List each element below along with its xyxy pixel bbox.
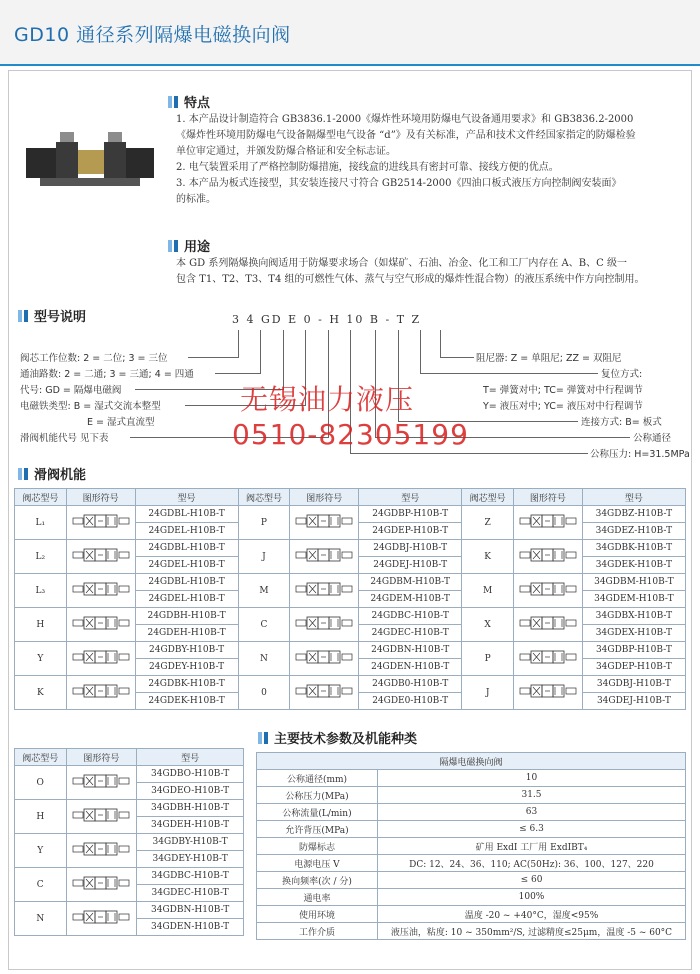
spool-code-cell: M (238, 574, 290, 608)
params-row (257, 889, 686, 906)
spool-symbol-cell (290, 676, 359, 710)
param-value-cell: ≤ 6.3 (378, 821, 686, 838)
valve-symbol-icon (70, 841, 132, 857)
params-row (257, 821, 686, 838)
spool-code-cell: K (462, 540, 514, 574)
spool-code-cell: P (462, 642, 514, 676)
table-row (15, 766, 244, 783)
usage-heading: 用途 (168, 236, 210, 255)
valve-symbol-icon (70, 683, 132, 699)
params-table-title: 隔爆电磁换向阀 (257, 753, 686, 770)
spool-code-cell: L₃ (15, 574, 67, 608)
spool-model-cell: 24GDEY-H10B-T (135, 659, 238, 676)
spool-code-cell: H (15, 800, 67, 834)
valve-symbol-icon (517, 513, 579, 529)
spool-model-cell: 34GDEP-H10B-T (582, 659, 685, 676)
spool-code-cell: L₂ (15, 540, 67, 574)
spool-symbol-cell (66, 800, 137, 834)
params-row (257, 923, 686, 940)
params-row (257, 838, 686, 855)
spool-code-cell: C (15, 868, 67, 902)
spool-symbol-cell (66, 902, 137, 936)
spool-model-cell: 24GDBJ-H10B-T (359, 540, 462, 557)
spool-symbol-cell (290, 574, 359, 608)
params-row (257, 906, 686, 923)
spool-model-cell: 34GDBO-H10B-T (137, 766, 244, 783)
param-value-cell: 温度 -20 ~ +40°C，湿度<95% (378, 906, 686, 923)
spool-symbol-cell (66, 868, 137, 902)
spool-code-cell: C (238, 608, 290, 642)
model-label-spool: 滑阀机能代号 见下表 (20, 433, 109, 444)
spool-model-cell: 34GDEY-H10B-T (137, 851, 244, 868)
params-heading: 主要技术参数及机能种类 (258, 728, 417, 747)
param-name-cell: 公称流量(L/min) (257, 804, 378, 821)
valve-symbol-icon (293, 513, 355, 529)
model-label-solenoid: 电磁铁类型: B = 湿式交流本整型 (20, 401, 161, 412)
spool-code-cell: X (462, 608, 514, 642)
param-value-cell: DC: 12、24、36、110; AC(50Hz): 36、100、127、220 (378, 855, 686, 872)
spool-model-cell: 24GDBL-H10B-T (135, 574, 238, 591)
spool-model-cell: 34GDBJ-H10B-T (582, 676, 685, 693)
spool-header-row: 阀芯型号 图形符号 型号 阀芯型号 图形符号 型号 阀芯型号 图形符号 型号 (15, 489, 686, 506)
valve-symbol-icon (517, 547, 579, 563)
spool-symbol-cell (290, 506, 359, 540)
params-row (257, 855, 686, 872)
spool-code-cell: M (462, 574, 514, 608)
model-label-reset: 复位方式: (601, 369, 643, 380)
spool-code-cell: H (15, 608, 67, 642)
valve-symbol-icon (70, 773, 132, 789)
spool-symbol-cell (66, 834, 137, 868)
spool-model-cell: 24GDBC-H10B-T (359, 608, 462, 625)
table-row (15, 834, 244, 851)
valve-product-image (20, 120, 160, 200)
spool-function-table (14, 488, 686, 710)
spool-model-cell: 34GDBK-H10B-T (582, 540, 685, 557)
valve-symbol-icon (517, 683, 579, 699)
spool-model-cell: 34GDEK-H10B-T (582, 557, 685, 574)
spool-model-cell: 24GDE0-H10B-T (359, 693, 462, 710)
spool-model-cell: 34GDBZ-H10B-T (582, 506, 685, 523)
spool-model-cell: 24GDEM-H10B-T (359, 591, 462, 608)
param-name-cell: 公称通径(mm) (257, 770, 378, 787)
param-value-cell: 10 (378, 770, 686, 787)
spool-code-cell: K (15, 676, 67, 710)
valve-symbol-icon (517, 581, 579, 597)
lower-header-row: 阀芯型号 图形符号 型号 (15, 749, 244, 766)
valve-symbol-icon (293, 547, 355, 563)
valve-symbol-icon (517, 615, 579, 631)
model-label-ports: 通油路数: 2 = 二通; 3 = 三通; 4 = 四通 (20, 369, 194, 380)
title-band (0, 0, 700, 66)
spool-model-cell: 34GDBM-H10B-T (582, 574, 685, 591)
spool-model-cell: 24GDBM-H10B-T (359, 574, 462, 591)
spool-code-cell: N (15, 902, 67, 936)
model-label-hydraulic: Y= 液压对中; YC= 液压对中行程调节 (483, 401, 643, 412)
spool-model-cell: 24GDEL-H10B-T (135, 523, 238, 540)
spool-model-cell: 34GDBH-H10B-T (137, 800, 244, 817)
spool-model-cell: 24GDBH-H10B-T (135, 608, 238, 625)
spool-model-cell: 24GDEL-H10B-T (135, 557, 238, 574)
param-name-cell: 防爆标志 (257, 838, 378, 855)
table-row (15, 642, 686, 659)
features-heading: 特点 (168, 92, 210, 111)
param-value-cell: 液压油，粘度: 10 ~ 350mm²/S, 过滤精度≤25μm，温度 -5 ~ 60°C (378, 923, 686, 940)
spool-symbol-cell (290, 540, 359, 574)
model-heading: 型号说明 (18, 306, 86, 325)
spool-code-cell: L₁ (15, 506, 67, 540)
model-code: 3 4 GD E 0 - H 10 B - T Z (232, 313, 422, 326)
spool-symbol-cell (66, 608, 135, 642)
valve-symbol-icon (70, 547, 132, 563)
spool-model-cell: 24GDB0-H10B-T (359, 676, 462, 693)
params-row (257, 770, 686, 787)
spool-symbol-cell (513, 608, 582, 642)
valve-symbol-icon (70, 807, 132, 823)
spool-model-cell: 34GDEH-H10B-T (137, 817, 244, 834)
spool-model-cell: 24GDBL-H10B-T (135, 506, 238, 523)
spool-symbol-cell (513, 676, 582, 710)
spool-model-cell: 34GDBX-H10B-T (582, 608, 685, 625)
spool-symbol-cell (66, 642, 135, 676)
spool-code-cell: 0 (238, 676, 290, 710)
valve-symbol-icon (70, 513, 132, 529)
spool-symbol-cell (513, 642, 582, 676)
model-label-damper: 阻尼器: Z = 单阻尼; ZZ = 双阻尼 (476, 353, 622, 364)
table-row (15, 902, 244, 919)
spool-code-cell: J (462, 676, 514, 710)
model-label-connection: 连接方式: B= 板式 (581, 417, 662, 428)
model-label-spring: T= 弹簧对中; TC= 弹簧对中行程调节 (483, 385, 643, 396)
spool-model-cell: 24GDEP-H10B-T (359, 523, 462, 540)
table-row (15, 676, 686, 693)
valve-symbol-icon (293, 615, 355, 631)
param-value-cell: ≤ 60 (378, 872, 686, 889)
spool-model-cell: 34GDBC-H10B-T (137, 868, 244, 885)
spool-symbol-cell (290, 608, 359, 642)
spool-model-cell: 24GDEL-H10B-T (135, 591, 238, 608)
params-row (257, 804, 686, 821)
features-text: 1. 本产品设计制造符合 GB3836.1-2000《爆炸性环境用防爆电气设备通用要求》和 GB3836.2-2000 《爆炸性环境用防爆电气设备隔爆型电气设备 “d”》及有关标准，产品和技术文件经国家指定的防爆检验 单位审定通过，并颁发防爆合格证和安全标志证。 2. 电气装置采用了严格控制防爆措施，接线盒的进线具有密封可靠、接线方便的优点。 3. 本产品为板式连接型，其安装连接尺寸符合 GB2514-2000《四油口板式液压方向控制阀安装面》 的标准。 (176, 114, 636, 205)
spool-model-cell: 24GDEJ-H10B-T (359, 557, 462, 574)
param-name-cell: 使用环境 (257, 906, 378, 923)
spool-model-cell: 34GDEM-H10B-T (582, 591, 685, 608)
table-row (15, 868, 244, 885)
document-title: GD10 通径系列隔爆电磁换向阀 (14, 24, 291, 46)
table-row (15, 540, 686, 557)
model-label-code: 代号: GD = 隔爆电磁阀 (20, 385, 122, 396)
spool-code-cell: Y (15, 834, 67, 868)
spool-model-cell: 24GDBN-H10B-T (359, 642, 462, 659)
spool-model-cell: 24GDEC-H10B-T (359, 625, 462, 642)
spool-model-cell: 24GDEN-H10B-T (359, 659, 462, 676)
spool-symbol-cell (513, 574, 582, 608)
spool-symbol-cell (66, 676, 135, 710)
table-row (15, 608, 686, 625)
spool-code-cell: Z (462, 506, 514, 540)
spool-symbol-cell (66, 506, 135, 540)
params-table (256, 752, 686, 940)
valve-symbol-icon (70, 875, 132, 891)
param-value-cell: 矿用 ExdI 工厂用 ExdIBT₄ (378, 838, 686, 855)
usage-text: 本 GD 系列隔爆换向阀适用于防爆要求场合（如煤矿、石油、冶金、化工和工厂内存在 A、B、C 级一 包含 T1、T2、T3、T4 组的可燃性气体、蒸气与空气形成的爆炸性混合物）的液压系统中作方向控制用。 (176, 258, 645, 285)
param-value-cell: 31.5 (378, 787, 686, 804)
spool-symbol-cell (66, 766, 137, 800)
spool-model-cell: 24GDBY-H10B-T (135, 642, 238, 659)
spool-symbol-cell (290, 642, 359, 676)
spool-model-cell: 34GDEN-H10B-T (137, 919, 244, 936)
params-row (257, 872, 686, 889)
spool-symbol-cell (66, 574, 135, 608)
params-row (257, 787, 686, 804)
param-name-cell: 换向频率(次 / 分) (257, 872, 378, 889)
spool-code-cell: Y (15, 642, 67, 676)
spool-model-cell: 34GDEX-H10B-T (582, 625, 685, 642)
valve-symbol-icon (70, 649, 132, 665)
param-value-cell: 100% (378, 889, 686, 906)
spool-model-cell: 34GDBY-H10B-T (137, 834, 244, 851)
spool-symbol-cell (513, 540, 582, 574)
valve-symbol-icon (70, 581, 132, 597)
valve-symbol-icon (293, 649, 355, 665)
spool-code-cell: P (238, 506, 290, 540)
spool-function-table-lower (14, 748, 244, 936)
spool-model-cell: 24GDBL-H10B-T (135, 540, 238, 557)
spool-model-cell: 24GDBK-H10B-T (135, 676, 238, 693)
spool-model-cell: 24GDEK-H10B-T (135, 693, 238, 710)
param-value-cell: 63 (378, 804, 686, 821)
valve-symbol-icon (517, 649, 579, 665)
spool-model-cell: 24GDEH-H10B-T (135, 625, 238, 642)
param-name-cell: 通电率 (257, 889, 378, 906)
spool-heading: 滑阀机能 (18, 464, 86, 483)
spool-symbol-cell (513, 506, 582, 540)
spool-code-cell: O (15, 766, 67, 800)
watermark-phone: 0510-82305199 (232, 418, 469, 451)
model-label-positions: 阀芯工作位数: 2 = 二位; 3 = 三位 (20, 353, 168, 364)
param-name-cell: 允许背压(MPa) (257, 821, 378, 838)
param-name-cell: 工作介质 (257, 923, 378, 940)
model-label-solenoid-dc: E = 湿式直流型 (87, 417, 155, 428)
spool-model-cell: 34GDEO-H10B-T (137, 783, 244, 800)
spool-code-cell: N (238, 642, 290, 676)
spool-symbol-cell (66, 540, 135, 574)
model-label-pressure: 公称压力: H=31.5MPa (590, 449, 690, 460)
spool-model-cell: 34GDEZ-H10B-T (582, 523, 685, 540)
valve-symbol-icon (293, 683, 355, 699)
spool-model-cell: 34GDBP-H10B-T (582, 642, 685, 659)
valve-symbol-icon (293, 581, 355, 597)
model-label-diameter: 公称通径 (633, 433, 672, 444)
spool-model-cell: 34GDEJ-H10B-T (582, 693, 685, 710)
spool-model-cell: 24GDBP-H10B-T (359, 506, 462, 523)
param-name-cell: 公称压力(MPa) (257, 787, 378, 804)
spool-model-cell: 34GDBN-H10B-T (137, 902, 244, 919)
table-row (15, 506, 686, 523)
param-name-cell: 电源电压 V (257, 855, 378, 872)
table-row (15, 574, 686, 591)
valve-symbol-icon (70, 909, 132, 925)
spool-code-cell: J (238, 540, 290, 574)
table-row (15, 800, 244, 817)
watermark-company: 无锡油力液压 (240, 383, 415, 416)
valve-symbol-icon (70, 615, 132, 631)
spool-model-cell: 34GDEC-H10B-T (137, 885, 244, 902)
